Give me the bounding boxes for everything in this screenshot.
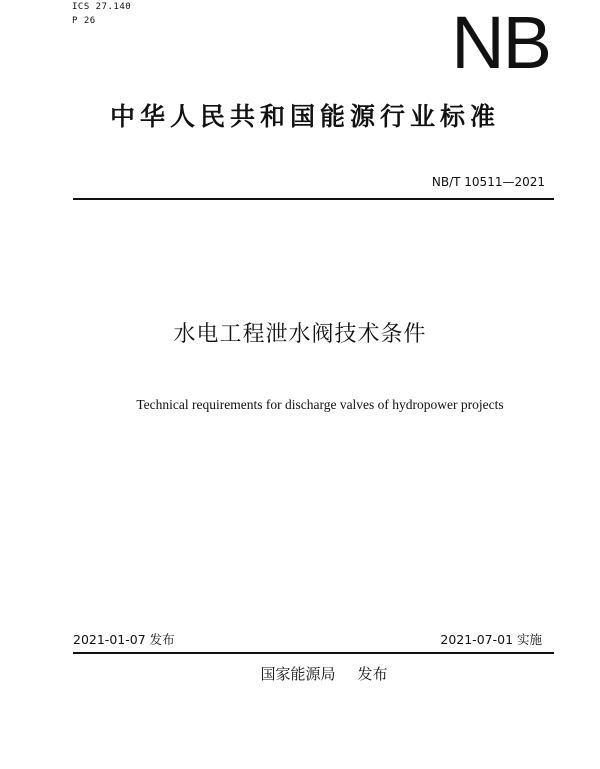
ccs-code: P 26 (72, 16, 96, 26)
top-divider (73, 198, 554, 200)
publisher (0, 664, 600, 684)
publisher-name: 国家能源局 (260, 665, 336, 683)
document-title-cn: 水电工程泄水阀技术条件 (173, 322, 427, 347)
bottom-divider (73, 652, 554, 654)
nb-logo: NB (451, 1, 550, 84)
document-title-en: Technical requirements for discharge valves of hydropower projects (136, 397, 504, 412)
issue-date: 2021-01-07 发布 (73, 632, 175, 647)
ics-code: ICS 27.140 (72, 2, 132, 12)
implementation-date: 2021-07-01 实施 (440, 632, 542, 647)
industry-standard-title: 中华人民共和国能源行业标准 (109, 102, 500, 131)
standard-number: NB/T 10511—2021 (431, 175, 545, 189)
publisher-action: 发布 (357, 665, 388, 683)
